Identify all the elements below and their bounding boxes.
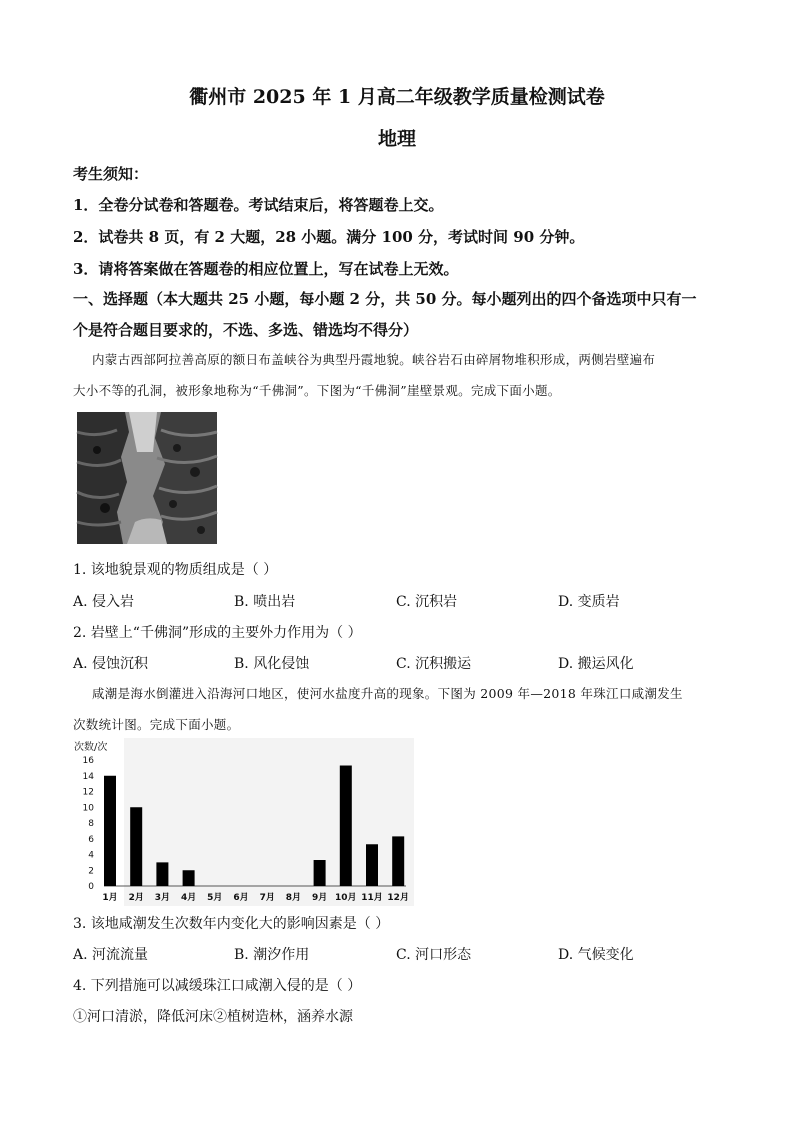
measures-line: ①河口清淤，降低河床②植树造林，涵养水源 [73,1009,353,1025]
bar [156,862,168,886]
passage-text: 咸潮是海水倒灌进入沿海河口地区，使河水盐度升高的现象。下图为 2009 年—2018 年珠江口咸潮发生 [92,686,683,701]
x-tick-label: 5月 [207,893,223,903]
option-3a: A. 河流流量 [73,947,149,963]
bar [130,807,142,886]
option-2c: C. 沉积搬运 [396,656,472,672]
y-tick-label: 2 [88,866,94,877]
notice-item: 1．全卷分试卷和答题卷。考试结束后，将答题卷上交。 [73,196,444,214]
x-tick-label: 9月 [311,893,328,903]
passage-text: 次数统计图。完成下面小题。 [73,717,240,732]
y-tick-label: 14 [82,771,94,782]
bar [183,870,195,886]
option-3b: B. 潮汐作用 [234,947,310,963]
x-tick-label: 2月 [128,893,144,903]
option-1c: C. 沉积岩 [396,594,458,610]
bar [104,776,116,886]
x-tick-label: 11月 [361,893,383,903]
notice-item: 3．请将答案做在答题卷的相应位置上，写在试卷上无效。 [73,260,459,278]
y-tick-label: 12 [82,787,94,798]
option-2d: D. 搬运风化 [558,656,634,672]
exam-title: 衢州市 2025 年 1 月高二年级教学质量检测试卷 [189,86,605,108]
y-tick-label: 0 [88,882,94,892]
subject-title: 地理 [377,128,416,150]
y-tick-label: 16 [82,756,94,766]
notice-item: 2．试卷共 8 页，有 2 大题，28 小题。满分 100 分，考试时间 90 分钟。 [73,228,585,246]
y-tick-label: 4 [88,850,94,861]
option-3c: C. 河口形态 [396,947,472,963]
question-stem-1: 1. 该地貌景观的物质组成是（ ） [73,562,278,578]
x-tick-label: 12月 [387,893,409,903]
option-1d: D. 变质岩 [558,594,620,610]
bar [392,836,404,886]
x-tick-label: 3月 [154,893,171,903]
x-tick-label: 10月 [335,893,357,903]
passage-text: 内蒙古西部阿拉善高原的额日布盖峡谷为典型丹霞地貌。峡谷岩石由碎屑物堆积形成，两侧岩壁遍布 [92,352,656,367]
x-tick-label: 4月 [180,893,197,903]
salt-tide-bar-chart [74,738,414,908]
passage-text: 大小不等的孔洞，被形象地称为“千佛洞”。下图为“千佛洞”崖壁景观。完成下面小题。 [73,383,561,398]
bar [314,860,326,886]
question-stem-4: 4. 下列措施可以减缓珠江口咸潮入侵的是（ ） [73,978,362,994]
section-heading: 一、选择题（本大题共 25 小题，每小题 2 分，共 50 分。每小题列出的四个备选项中只有一 [73,290,697,308]
option-3d: D. 气候变化 [558,947,634,963]
bar [366,844,378,886]
x-tick-label: 6月 [233,893,249,903]
y-tick-label: 10 [82,803,94,814]
notice-heading: 考生须知： [73,165,149,183]
option-2a: A. 侵蚀沉积 [73,656,149,672]
section-heading-cont: 个是符合题目要求的，不选、多选、错选均不得分） [73,321,419,339]
question-stem-3: 3. 该地咸潮发生次数年内变化大的影响因素是（ ） [73,916,390,932]
x-tick-label: 1月 [102,893,118,903]
option-2b: B. 风化侵蚀 [234,656,310,672]
y-tick-label: 8 [88,819,94,829]
question-stem-2: 2. 岩壁上“千佛洞”形成的主要外力作用为（ ） [73,625,362,641]
option-1b: B. 喷出岩 [234,594,296,610]
bar [340,766,352,886]
x-tick-label: 8月 [285,893,302,903]
option-1a: A. 侵入岩 [73,594,135,610]
danxia-cliff-photo [77,412,217,544]
y-axis-label: 次数/次 [74,742,108,753]
y-tick-label: 6 [88,834,94,845]
x-tick-label: 7月 [259,893,275,903]
